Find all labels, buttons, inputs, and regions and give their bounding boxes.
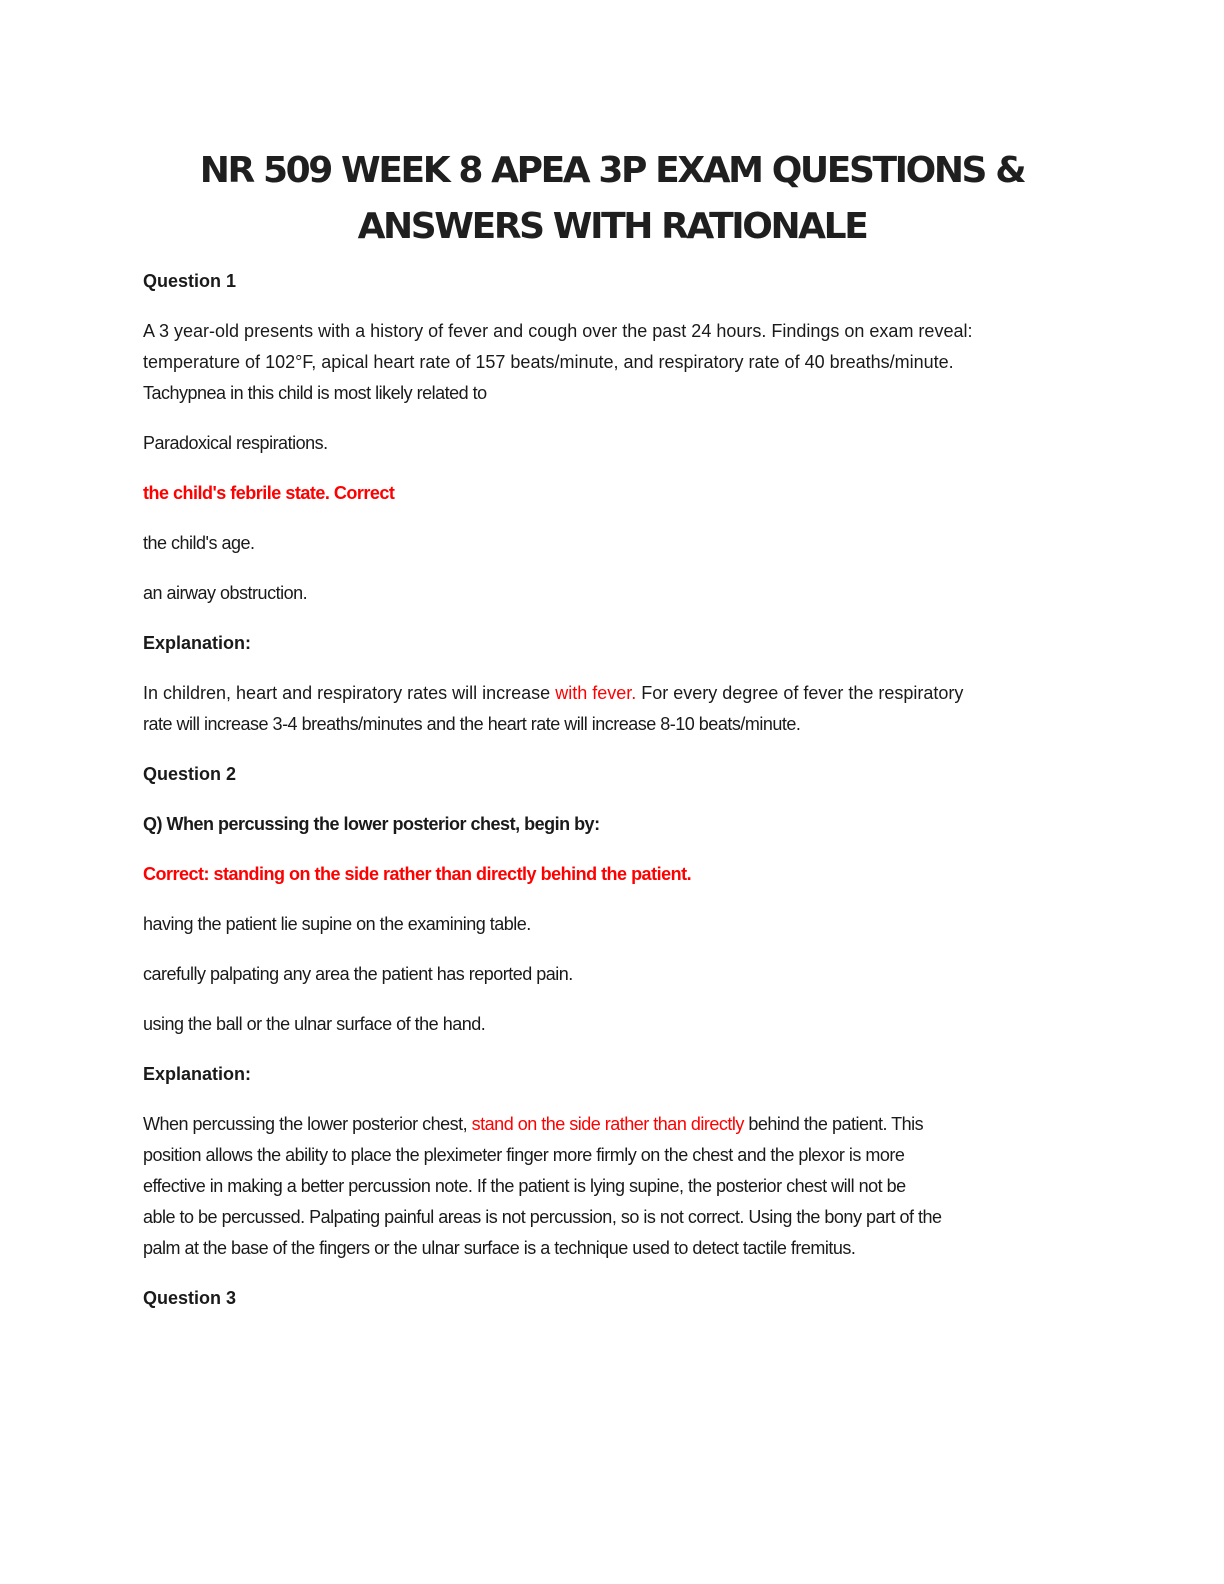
question-2-correct-option: Correct: standing on the side rather than directly behind the patient. xyxy=(143,864,692,884)
document-body xyxy=(143,266,1083,1314)
question-1-stem-line-1: A 3 year-old presents with a history of fever and cough over the past 24 hours. Findings on exam reveal: xyxy=(143,321,973,341)
question-1-option-a: Paradoxical respirations. xyxy=(143,433,328,453)
explanation-text: behind the patient. This xyxy=(743,1114,924,1134)
question-1-correct-option: the child's febrile state. Correct xyxy=(143,483,395,503)
question-2-stem: Q) When percussing the lower posterior chest, begin by: xyxy=(143,814,600,834)
question-2-explanation-line-2: position allows the ability to place the pleximeter finger more firmly on the chest and the plexor is more xyxy=(143,1145,905,1165)
question-2-heading: Question 2 xyxy=(143,764,237,784)
question-1-option-c: the child's age. xyxy=(143,533,255,553)
question-2-option-b: having the patient lie supine on the examining table. xyxy=(143,914,531,934)
explanation-text: In children, heart and respiratory rates will increase xyxy=(143,683,556,703)
question-1-stem-line-3: Tachypnea in this child is most likely related to xyxy=(143,383,487,403)
question-1-option-d: an airway obstruction. xyxy=(143,583,308,603)
question-2-explanation-label: Explanation: xyxy=(143,1064,252,1084)
question-1-heading: Question 1 xyxy=(143,271,237,291)
question-1-explanation-line-2: rate will increase 3-4 breaths/minutes and the heart rate will increase 8-10 beats/minute. xyxy=(143,714,801,734)
question-1-stem-line-2: temperature of 102°F, apical heart rate of 157 beats/minute, and respiratory rate of 40 breaths/minute. xyxy=(143,352,954,372)
question-1-explanation-line-1 xyxy=(143,678,1083,709)
explanation-text: For every degree of fever the respiratory xyxy=(636,683,964,703)
question-2-explanation-line-4: able to be percussed. Palpating painful areas is not percussion, so is not correct. Using the bony part of the xyxy=(143,1207,942,1227)
question-1-explanation-label: Explanation: xyxy=(143,633,252,653)
title-line-1: NR 509 WEEK 8 APEA 3P EXAM QUESTIONS & xyxy=(199,150,1025,191)
question-2-explanation-line-1 xyxy=(143,1109,1083,1140)
question-2-option-d: using the ball or the ulnar surface of the hand. xyxy=(143,1014,486,1034)
page-title xyxy=(0,143,1224,255)
explanation-highlight: stand on the side rather than directly xyxy=(471,1114,744,1134)
title-line-2: ANSWERS WITH RATIONALE xyxy=(357,206,867,247)
question-2-explanation-line-3: effective in making a better percussion note. If the patient is lying supine, the posterior chest will not be xyxy=(143,1176,906,1196)
question-2-option-c: carefully palpating any area the patient has reported pain. xyxy=(143,964,573,984)
question-2-explanation-line-5: palm at the base of the fingers or the ulnar surface is a technique used to detect tactile fremitus. xyxy=(143,1238,856,1258)
explanation-text: When percussing the lower posterior chest, xyxy=(143,1114,472,1134)
explanation-highlight: with fever. xyxy=(555,683,637,703)
question-3-heading: Question 3 xyxy=(143,1288,237,1308)
